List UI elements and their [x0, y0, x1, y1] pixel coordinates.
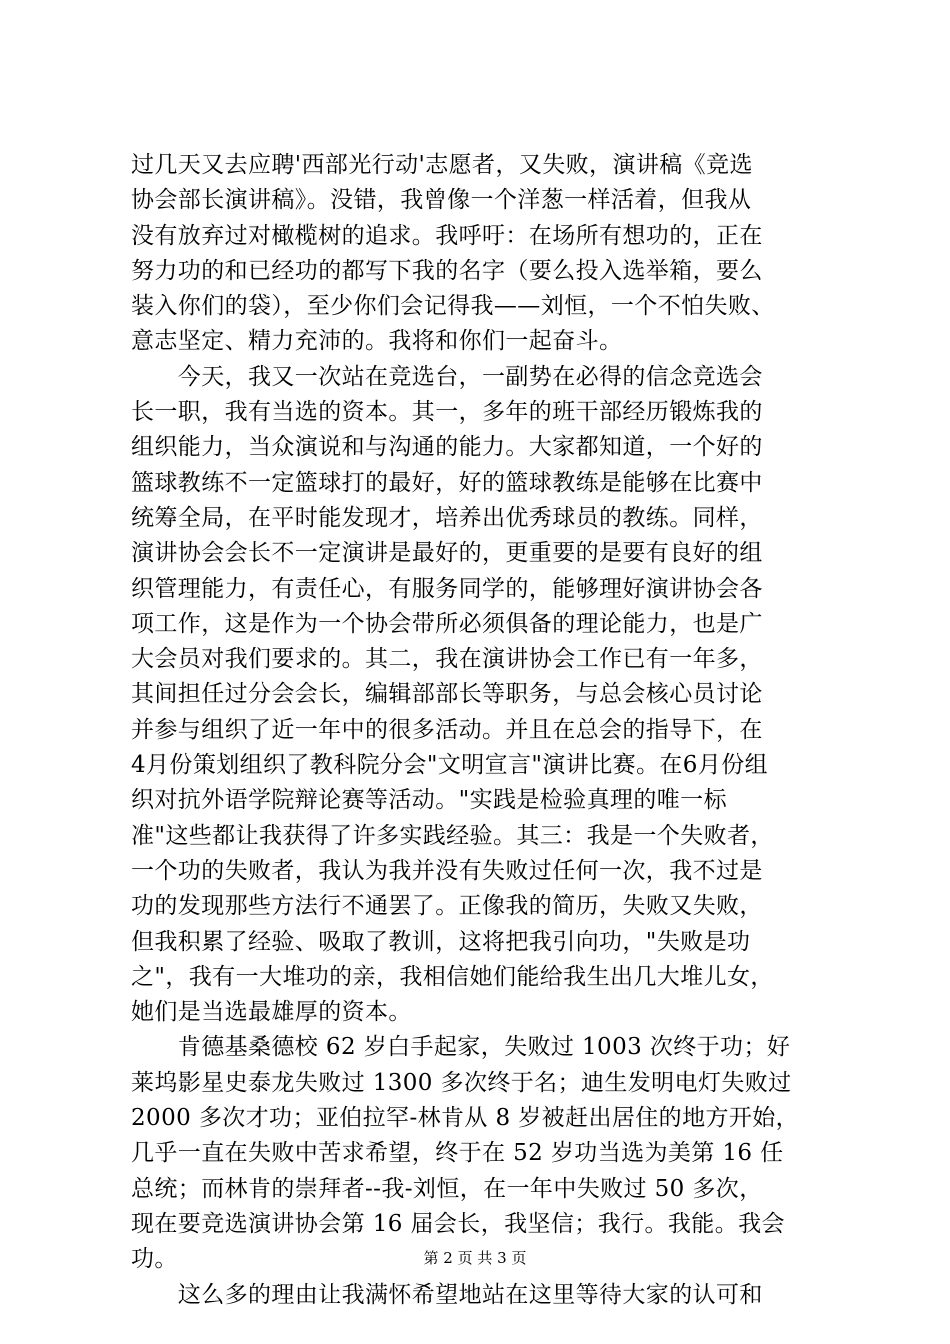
text-line: 织对抗外语学院辩论赛等活动。"实践是检验真理的唯一标 — [131, 787, 727, 814]
text-line: 今天，我又一次站在竞选台，一副势在必得的信念竞选会 — [131, 363, 763, 390]
text-line: 组织能力，当众演说和与沟通的能力。大家都知道，一个好的 — [131, 434, 763, 461]
text-line: 过几天又去应聘'西部光行动'志愿者，又失败，演讲稿《竞选 — [131, 152, 753, 178]
text-line: 几乎一直在失败中苦求希望，终于在 52 岁功当选为美第 16 任 — [131, 1140, 784, 1167]
text-line: 她们是当选最雄厚的资本。 — [131, 999, 412, 1026]
text-line: 其间担任过分会会长，编辑部部长等职务，与总会核心员讨论 — [131, 681, 763, 708]
document-body — [131, 148, 831, 1313]
text-line: 大会员对我们要求的。其二，我在演讲协会工作已有一年多， — [131, 646, 763, 673]
text-line: 功的发现那些方法行不通罢了。正像我的简历，失败又失败， — [131, 893, 763, 920]
text-line: 意志坚定、精力充沛的。我将和你们一起奋斗。 — [131, 328, 623, 355]
text-line: 一个功的失败者，我认为我并没有失败过任何一次，我不过是 — [131, 857, 763, 884]
page-footer: 第 2 页 共 3 页 — [423, 1249, 527, 1267]
text-line: 但我积累了经验、吸取了教训，这将把我引向功，"失败是功 — [131, 928, 751, 955]
text-line: 4月份策划组织了教科院分会"文明宣言"演讲比赛。在6月份组 — [131, 752, 769, 779]
text-line: 协会部长演讲稿》。没错，我曾像一个洋葱一样活着，但我从 — [131, 187, 752, 214]
text-line: 功。 — [131, 1246, 178, 1273]
text-line: 项工作，这是作为一个协会带所必须俱备的理论能力，也是广 — [131, 610, 763, 637]
text-line: 装入你们的袋），至少你们会记得我——刘恒，一个不怕失败、 — [131, 293, 775, 320]
text-line: 现在要竞选演讲协会第 16 届会长，我坚信；我行。我能。我会 — [131, 1210, 785, 1237]
text-line: 准"这些都让我获得了许多实践经验。其三：我是一个失败者， — [131, 822, 774, 849]
text-line: 2000 多次才功；亚伯拉罕-林肯从 8 岁被赶出居住的地方开始， — [131, 1105, 800, 1132]
text-line: 努力功的和已经功的都写下我的名字（要么投入选举箱，要么 — [131, 257, 763, 284]
text-line: 长一职，我有当选的资本。其一，多年的班干部经历锻炼我的 — [131, 399, 763, 426]
text-line: 演讲协会会长不一定演讲是最好的，更重要的是要有良好的组 — [131, 540, 763, 567]
text-line: 这么多的理由让我满怀希望地站在这里等待大家的认可和 — [131, 1281, 763, 1308]
text-line: 总统；而林肯的崇拜者--我-刘恒，在一年中失败过 50 多次， — [131, 1175, 763, 1202]
text-line: 莱坞影星史泰龙失败过 1300 多次终于名；迪生发明电灯失败过 — [131, 1069, 792, 1096]
text-line: 并参与组织了近一年中的很多活动。并且在总会的指导下，在 — [131, 716, 763, 743]
text-line: 统筹全局，在平时能发现才，培养出优秀球员的教练。同样， — [131, 504, 763, 531]
text-line: 织管理能力，有责任心，有服务同学的，能够理好演讲协会各 — [131, 575, 763, 602]
text-line: 之"，我有一大堆功的亲，我相信她们能给我生出几大堆儿女， — [131, 963, 774, 990]
text-line: 没有放弃过对橄榄树的追求。我呼吁：在场所有想功的，正在 — [131, 222, 763, 249]
text-line: 篮球教练不一定篮球打的最好，好的篮球教练是能够在比赛中 — [131, 469, 763, 496]
text-line: 肯德基桑德校 62 岁白手起家，失败过 1003 次终于功；好 — [131, 1034, 791, 1061]
